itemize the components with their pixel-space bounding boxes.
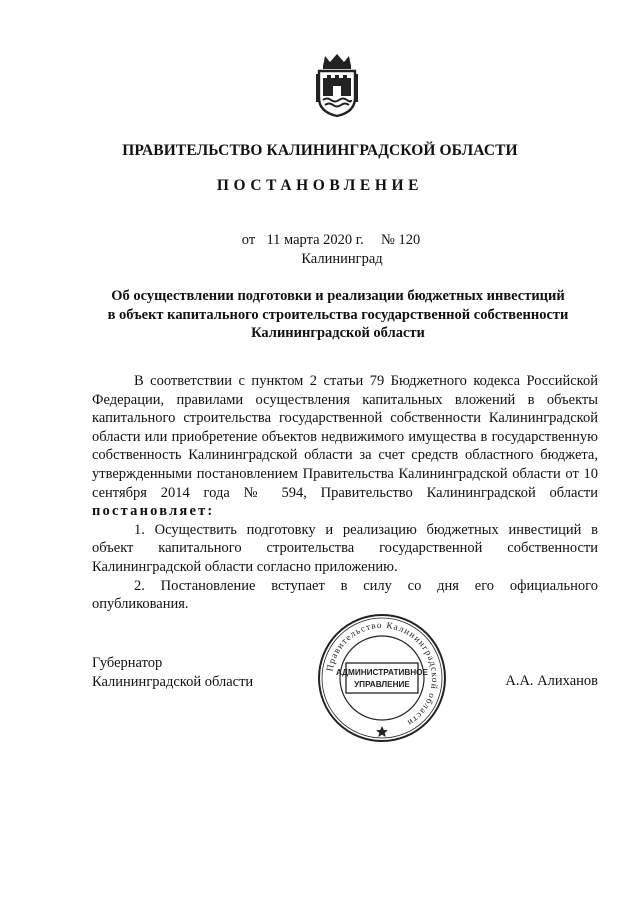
stamp-inner-line: АДМИНИСТРАТИВНОЕ xyxy=(335,668,429,677)
item-1: 1. Осуществить подготовку и реализацию бюджетных инвестиций в объект капитального строительства государственной собственности Калининградской области согласно приложению. xyxy=(92,521,598,575)
signatory-title-line: Калининградской области xyxy=(92,674,254,690)
document-date: 11 марта 2020 г. xyxy=(266,232,364,248)
government-name: ПРАВИТЕЛЬСТВО КАЛИНИНГРАДСКОЙ ОБЛАСТИ xyxy=(122,142,518,159)
signatory-name: А.А. Алиханов xyxy=(505,673,598,689)
subject-line: в объект капитального строительства государственной собственности xyxy=(107,306,569,323)
subject-line: Об осуществлении подготовки и реализации бюджетных инвестиций xyxy=(111,288,565,304)
subject-line: Калининградской области xyxy=(251,325,425,341)
preamble-text: В соответствии с пунктом 2 статьи 79 Бюджетного кодекса Российской Федерации, правилами осуществления капитальных вложений в объекты капитального строительства государственной собственности Калининградской области или приобретение объектов недвижимого имущества в государственную собственность Калининградской области за счет средств областного бюджета, утвержденными постановлением Правительства Калининградской области от 10 сентября 2014 года № 594, Правительство Калининградской области xyxy=(92,373,598,501)
document-subject xyxy=(40,287,636,343)
signatory-title xyxy=(92,654,253,692)
resolves-word: постановляет: xyxy=(92,503,215,520)
document-number: № 120 xyxy=(380,232,421,248)
item-2: 2. Постановление вступает в силу со дня его официального опубликования. xyxy=(92,577,598,613)
official-stamp xyxy=(316,612,448,744)
stamp-inner-line: УПРАВЛЕНИЕ xyxy=(354,680,410,689)
date-line xyxy=(0,232,640,249)
document-type: ПОСТАНОВЛЕНИЕ xyxy=(216,177,424,194)
stamp-ring-text: Правительство Калининградской области xyxy=(324,619,441,729)
city: Калининград xyxy=(301,251,383,267)
coat-of-arms-icon xyxy=(315,52,359,118)
signatory-title-line: Губернатор xyxy=(92,655,163,671)
document-body xyxy=(92,372,598,614)
date-prefix: от xyxy=(241,232,256,248)
preamble-paragraph xyxy=(92,372,598,521)
stamp-star-icon xyxy=(376,726,388,737)
